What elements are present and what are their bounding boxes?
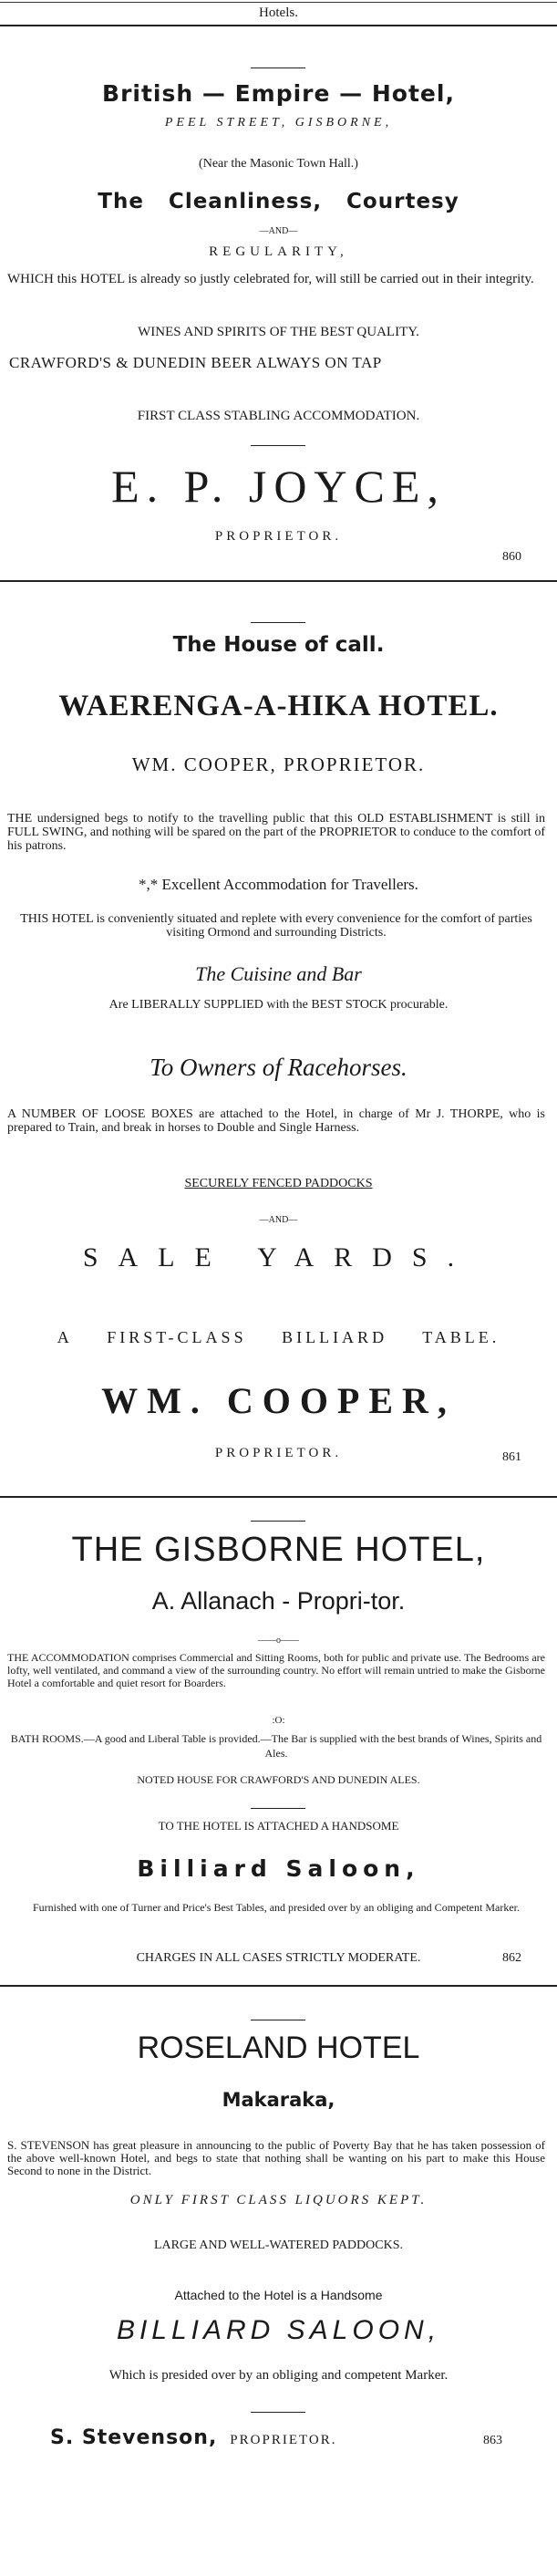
ad-body: S. STEVENSON has great pleasure in announcing to the public of Poverty Bay that he has taken possession of the above well-known Hotel, and begs to state that nothing shall be wanting on his part to make this House Second to none in the District.	[7, 2138, 545, 2177]
ornament-2: :O:	[272, 1715, 285, 1726]
racehorses-heading: To Owners of Racehorses.	[150, 1054, 407, 1081]
proprietor-block	[50, 2426, 336, 2449]
ad-body-2: THIS HOTEL is conveniently situated and replete with every convenience for the comfort of parties visiting Ormond and surrounding Districts.	[20, 912, 532, 940]
billiard-line: A FIRST-CLASS BILLIARD TABLE.	[57, 1328, 500, 1346]
ad-separator	[0, 1985, 557, 1987]
and-divider: —AND—	[259, 226, 298, 236]
proprietor-name: E. P. JOYCE,	[111, 461, 446, 512]
paddocks-line: LARGE AND WELL-WATERED PADDOCKS.	[154, 2238, 403, 2252]
ad-number: 861	[502, 1450, 521, 1464]
billiard-saloon: BILLIARD SALOON,	[116, 2315, 441, 2345]
ad-body-2: BATH ROOMS.—A good and Liberal Table is provided.—The Bar is supplied with the best brands of Wines, Spirits and Ales.	[10, 1732, 542, 1760]
supplied-line: Are LIBERALLY SUPPLIED with the BEST STOCK procurable.	[108, 998, 449, 1012]
attached-line: Attached to the Hotel is a Handsome	[174, 2288, 383, 2302]
ad-body-1: THE ACCOMMODATION comprises Commercial and Sitting Rooms, both for public and private use. The Bedrooms are lofty, well ventilated, and command a view of the surrounding country. No effort will remain untried to make the Gisborne Hotel a comfortable and quiet resort for Boarders.	[7, 1651, 545, 1689]
place: Makaraka,	[222, 2089, 335, 2111]
and-divider: —AND—	[259, 1215, 298, 1225]
ad-number: 862	[502, 1951, 521, 1965]
charges-line: CHARGES IN ALL CASES STRICTLY MODERATE.	[136, 1951, 421, 1965]
noted-line: NOTED HOUSE FOR CRAWFORD'S AND DUNEDIN ALES.	[137, 1773, 420, 1786]
paddocks-line: SECURELY FENCED PADDOCKS	[184, 1177, 373, 1190]
ad-number: 863	[483, 2434, 502, 2447]
excellent-line: *,* Excellent Accommodation for Travellers.	[139, 876, 418, 893]
proprietor-role: PROPRIETOR.	[214, 1446, 343, 1460]
ad-body: WHICH this HOTEL is already so justly celebrated for, will still be carried out in their integrity.	[7, 272, 534, 286]
ad-title: WAERENGA-A-HIKA HOTEL.	[58, 690, 499, 722]
ad-separator	[0, 580, 557, 582]
proprietor-line: A. Allanach - Propri-tor.	[151, 1587, 406, 1615]
proprietor-role: PROPRIETOR.	[214, 529, 343, 544]
proprietor-line: WM. COOPER, PROPRIETOR.	[131, 753, 426, 775]
slogan: The Cleanliness, Courtesy	[98, 190, 459, 213]
ad-body-3: A NUMBER OF LOOSE BOXES are attached to the Hotel, in charge of Mr J. THORPE, who is prepared to Train, and break in horses to Double and Single Harness.	[7, 1107, 545, 1135]
liquors-line: ONLY FIRST CLASS LIQUORS KEPT.	[129, 2193, 428, 2207]
ad-separator	[0, 1496, 557, 1498]
sale-yards: SALE YARDS.	[82, 1242, 475, 1272]
furnished-line: Furnished with one of Turner and Price's Best Tables, and presided over by an obliging and Competent Marker.	[32, 1901, 520, 1914]
divider	[251, 1808, 305, 1809]
ad-kicker: The House of call.	[172, 633, 385, 657]
ornament: ——o——	[258, 1636, 299, 1646]
ad-number: 860	[502, 550, 521, 564]
wines-line: WINES AND SPIRITS OF THE BEST QUALITY.	[138, 325, 419, 339]
section-header: Hotels.	[259, 5, 298, 20]
divider	[251, 2412, 305, 2413]
divider	[251, 1521, 305, 1522]
proprietor-name: WM. COOPER,	[101, 1380, 456, 1421]
top-rule	[0, 2, 557, 3]
divider	[251, 445, 305, 446]
stabling-line: FIRST CLASS STABLING ACCOMMODATION.	[137, 409, 420, 423]
proprietor-role: PROPRIETOR.	[230, 2433, 337, 2447]
beers-line: CRAWFORD'S & DUNEDIN BEER ALWAYS ON TAP	[9, 354, 382, 371]
attached-line: TO THE HOTEL IS ATTACHED A HANDSOME	[158, 1819, 399, 1833]
divider	[251, 622, 305, 623]
regularity: REGULARITY,	[209, 244, 348, 259]
cuisine-line: The Cuisine and Bar	[195, 962, 362, 985]
proprietor-name: S. Stevenson,	[50, 2426, 218, 2449]
ad-body-1: THE undersigned begs to notify to the travelling public that this OLD ESTABLISHMENT is still in FULL SWING, and nothing will be spared on the part of the PROPRIETOR to conduce to the comfort of his patrons.	[7, 812, 545, 853]
street: PEEL STREET, GISBORNE,	[164, 116, 393, 130]
billiard-saloon: Billiard Saloon,	[137, 1855, 420, 1882]
ad-title: British — Empire — Hotel,	[102, 80, 455, 107]
marker-line: Which is presided over by an obliging and competent Marker.	[108, 2368, 449, 2383]
ad-title: THE GISBORNE HOTEL,	[71, 1531, 486, 1569]
header-rule	[0, 25, 557, 26]
near-note: (Near the Masonic Town Hall.)	[199, 157, 358, 171]
ad-title: ROSELAND HOTEL	[137, 2031, 420, 2065]
